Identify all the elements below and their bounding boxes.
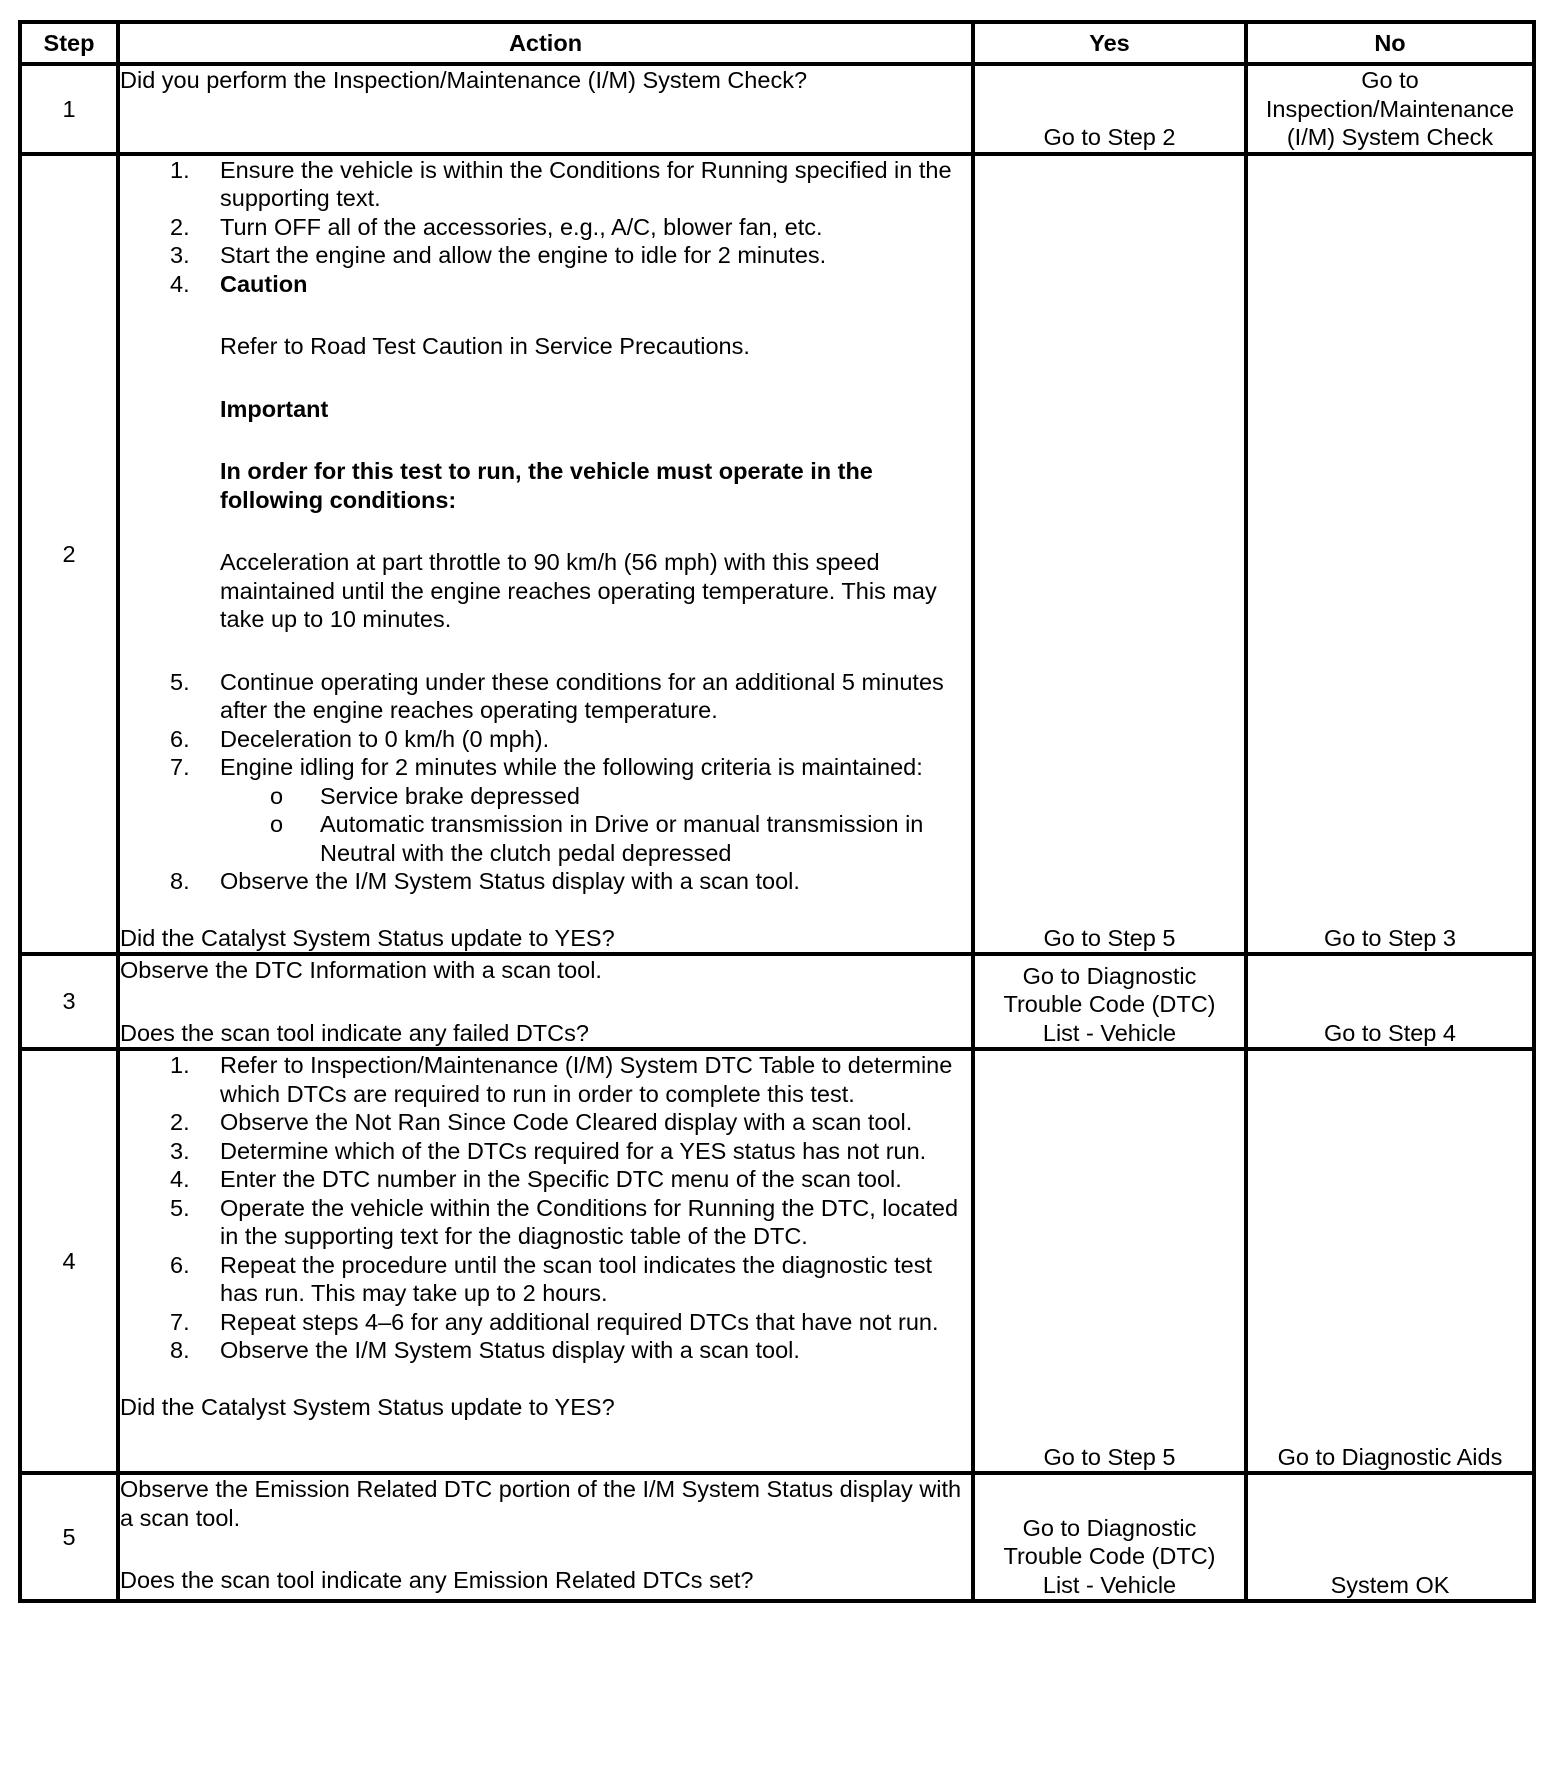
yes-link[interactable]: Go to Step 5 [1043,924,1176,951]
list-item: 5. Operate the vehicle within the Conditions for Running the DTC, located in the supporting text for the diagnostic table of the DTC. [170,1194,959,1249]
list-item: 1. Ensure the vehicle is within the Conditions for Running specified in the supporting text. [170,156,952,211]
procedure-list [120,156,971,896]
action-cell [118,154,973,955]
no-link[interactable]: System OK [1330,1571,1450,1598]
yes-link-line[interactable]: Trouble Code (DTC) [1003,991,1216,1017]
important-text: In order for this test to run, the vehicle must operate in the following conditions: [220,458,873,513]
header-action: Action [118,22,973,64]
list-item: 1. Refer to Inspection/Maintenance (I/M) System DTC Table to determine which DTCs are required to run in order to complete this test. [170,1052,953,1107]
criteria-item: o Automatic transmission in Drive or manual transmission in Neutral with the clutch pedal depressed [270,811,924,866]
no-cell [1246,1049,1534,1473]
no-link[interactable]: Go to Step 3 [1324,924,1456,951]
yes-link-line[interactable]: Trouble Code (DTC) [1003,1543,1216,1569]
step-number: 4 [20,1049,118,1473]
list-item: 3. Determine which of the DTCs required for a YES status has not run. [170,1137,927,1164]
no-link[interactable]: Go to Step 4 [1324,1019,1456,1046]
table-row-step-5 [20,1473,1534,1601]
header-row [20,22,1534,64]
procedure-list [120,1051,971,1365]
caution-text: Refer to Road Test Caution in Service Precautions. [220,333,750,359]
list-item: 4. Caution Refer to Road Test Caution in Service Precautions. Important In order for this test to run, the vehicle must operate in the following conditions: Acceleration at part throttle to 90 km/h (56 mph) with this speed maintained until the engine reaches operating temperature. This may take up to 10 minutes. [120,270,971,668]
yes-cell [973,1473,1246,1601]
list-item: 6. Deceleration to 0 km/h (0 mph). [170,725,550,752]
question-text: Did you perform the Inspection/Maintenance (I/M) System Check? [120,67,808,93]
question-text: Does the scan tool indicate any failed DTCs? [120,1019,589,1046]
yes-link-line[interactable]: Go to Diagnostic [1022,962,1197,989]
action-cell [118,64,973,154]
yes-cell [973,154,1246,955]
action-cell [118,1473,973,1601]
question-text: Did the Catalyst System Status update to YES? [120,1393,615,1420]
no-link-line[interactable]: Go to [1361,67,1419,93]
list-item: 7. Repeat steps 4–6 for any additional required DTCs that have not run. [170,1308,939,1335]
instruction-text: Observe the DTC Information with a scan tool. [120,957,602,983]
criteria-list [220,782,971,868]
step-number: 2 [20,154,118,955]
no-cell [1246,64,1534,154]
step-number: 1 [20,64,118,154]
list-item: 3. Start the engine and allow the engine to idle for 2 minutes. [170,242,827,268]
no-cell [1246,954,1534,1049]
header-no: No [1246,22,1534,64]
list-item: 5. Continue operating under these conditions for an additional 5 minutes after the engine reaches operating temperature. [170,668,944,723]
table-row-step-4 [20,1049,1534,1473]
step-number: 3 [20,954,118,1049]
yes-link-line[interactable]: Go to Diagnostic [1022,1514,1197,1541]
no-cell [1246,154,1534,955]
yes-link[interactable]: Go to Step 2 [1043,124,1176,150]
no-link-line[interactable]: (I/M) System Check [1286,124,1494,150]
yes-link-line[interactable]: List - Vehicle [1042,1019,1177,1046]
criteria-item: o Service brake depressed [270,782,580,809]
list-item: 7. Engine idling for 2 minutes while the following criteria is maintained: o Service brake depressed o Automatic transmission in Drive or manual transmission in Neutral with the clutch pedal depressed [120,753,971,867]
yes-cell [973,954,1246,1049]
step-number: 5 [20,1473,118,1601]
table-row-step-3 [20,954,1534,1049]
table-row-step-1 [20,64,1534,154]
yes-cell [973,1049,1246,1473]
instruction-text: Observe the Emission Related DTC portion of the I/M System Status display with a scan tool. [120,1476,962,1531]
condition-text: Acceleration at part throttle to 90 km/h (56 mph) with this speed maintained until the engine reaches operating temperature. This may take up to 10 minutes. [220,549,937,632]
action-cell [118,1049,973,1473]
yes-link[interactable]: Go to Step 5 [1043,1443,1176,1470]
action-cell [118,954,973,1049]
important-heading: Important [220,395,329,422]
list-item: 6. Repeat the procedure until the scan tool indicates the diagnostic test has run. This may take up to 2 hours. [170,1251,932,1306]
header-step: Step [20,22,118,64]
no-link[interactable]: Go to Diagnostic Aids [1277,1443,1503,1470]
no-link-line[interactable]: Inspection/Maintenance [1265,95,1515,122]
list-item: 8. Observe the I/M System Status display with a scan tool. [170,868,800,894]
yes-link-line[interactable]: List - Vehicle [1042,1571,1177,1598]
list-item: 2. Observe the Not Ran Since Code Cleared display with a scan tool. [170,1109,913,1135]
header-yes: Yes [973,22,1246,64]
caution-heading: Caution [220,270,308,297]
question-text: Does the scan tool indicate any Emission Related DTCs set? [120,1567,754,1593]
list-item: 2. Turn OFF all of the accessories, e.g., A/C, blower fan, etc. [170,213,823,240]
list-item: 8. Observe the I/M System Status display with a scan tool. [170,1337,800,1363]
diagnostic-table [18,20,1536,1603]
table-row-step-2 [20,154,1534,955]
no-cell [1246,1473,1534,1601]
question-text: Did the Catalyst System Status update to YES? [120,924,615,951]
list-item: 4. Enter the DTC number in the Specific DTC menu of the scan tool. [170,1166,902,1192]
yes-cell [973,64,1246,154]
